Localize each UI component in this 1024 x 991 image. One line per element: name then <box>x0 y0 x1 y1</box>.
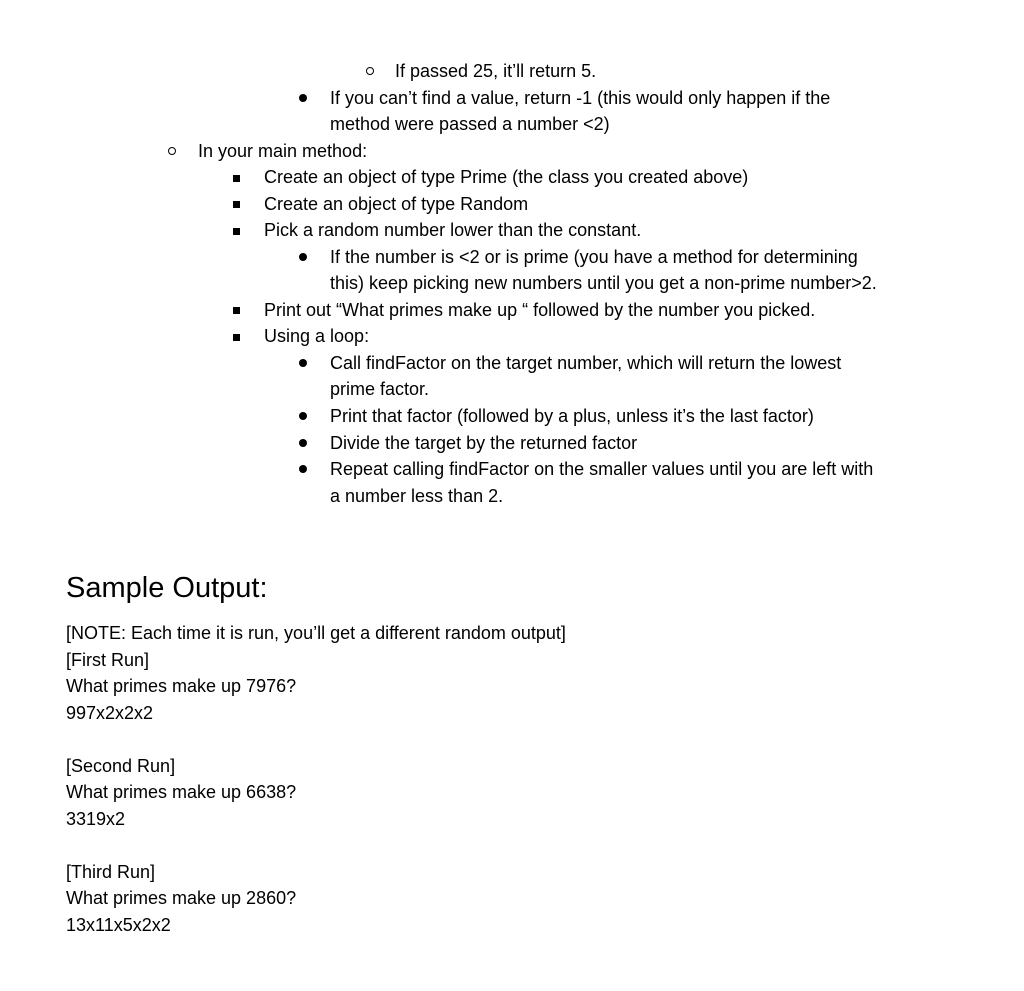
square-bullet-icon <box>233 228 240 235</box>
disc-bullet-icon <box>299 465 307 473</box>
circle-bullet-icon <box>366 67 374 75</box>
list-item: In your main method: <box>198 141 368 161</box>
disc-bullet-icon <box>299 412 307 420</box>
note-text: [NOTE: Each time it is run, you’ll get a different random output] <box>66 623 566 643</box>
list-item: If you can’t find a value, return -1 (this would only happen if the <box>330 88 831 108</box>
list-item: Pick a random number lower than the constant. <box>264 220 642 240</box>
run-result: 997x2x2x2 <box>66 703 154 723</box>
disc-bullet-icon <box>299 94 307 102</box>
run-label: [Second Run] <box>66 756 176 776</box>
square-bullet-icon <box>233 175 240 182</box>
square-bullet-icon <box>233 201 240 208</box>
section-heading: Sample Output: <box>66 572 268 604</box>
list-item: Print that factor (followed by a plus, unless it’s the last factor) <box>330 406 814 426</box>
square-bullet-icon <box>233 307 240 314</box>
disc-bullet-icon <box>299 439 307 447</box>
list-item: If passed 25, it’ll return 5. <box>395 61 597 81</box>
run-prompt: What primes make up 6638? <box>66 782 297 802</box>
list-item: If the number is <2 or is prime (you have a method for determining <box>330 247 858 267</box>
circle-bullet-icon <box>168 147 176 155</box>
run-result: 3319x2 <box>66 809 126 829</box>
square-bullet-icon <box>233 334 240 341</box>
run-result: 13x11x5x2x2 <box>66 915 171 935</box>
disc-bullet-icon <box>299 253 307 261</box>
list-item: Divide the target by the returned factor <box>330 433 638 453</box>
list-item-continuation: a number less than 2. <box>330 486 504 506</box>
run-label: [First Run] <box>66 650 150 670</box>
disc-bullet-icon <box>299 359 307 367</box>
run-prompt: What primes make up 2860? <box>66 888 297 908</box>
run-label: [Third Run] <box>66 862 156 882</box>
list-item: Using a loop: <box>264 326 370 346</box>
list-item: Create an object of type Random <box>264 194 529 214</box>
list-item-continuation: this) keep picking new numbers until you get a non-prime number>2. <box>330 273 877 293</box>
list-item: Create an object of type Prime (the class you created above) <box>264 167 749 187</box>
list-item: Call findFactor on the target number, which will return the lowest <box>330 353 842 373</box>
list-item: Repeat calling findFactor on the smaller values until you are left with <box>330 459 874 479</box>
list-item-continuation: prime factor. <box>330 379 430 399</box>
list-item: Print out “What primes make up “ followed by the number you picked. <box>264 300 816 320</box>
list-item-continuation: method were passed a number <2) <box>330 114 610 134</box>
run-prompt: What primes make up 7976? <box>66 676 297 696</box>
